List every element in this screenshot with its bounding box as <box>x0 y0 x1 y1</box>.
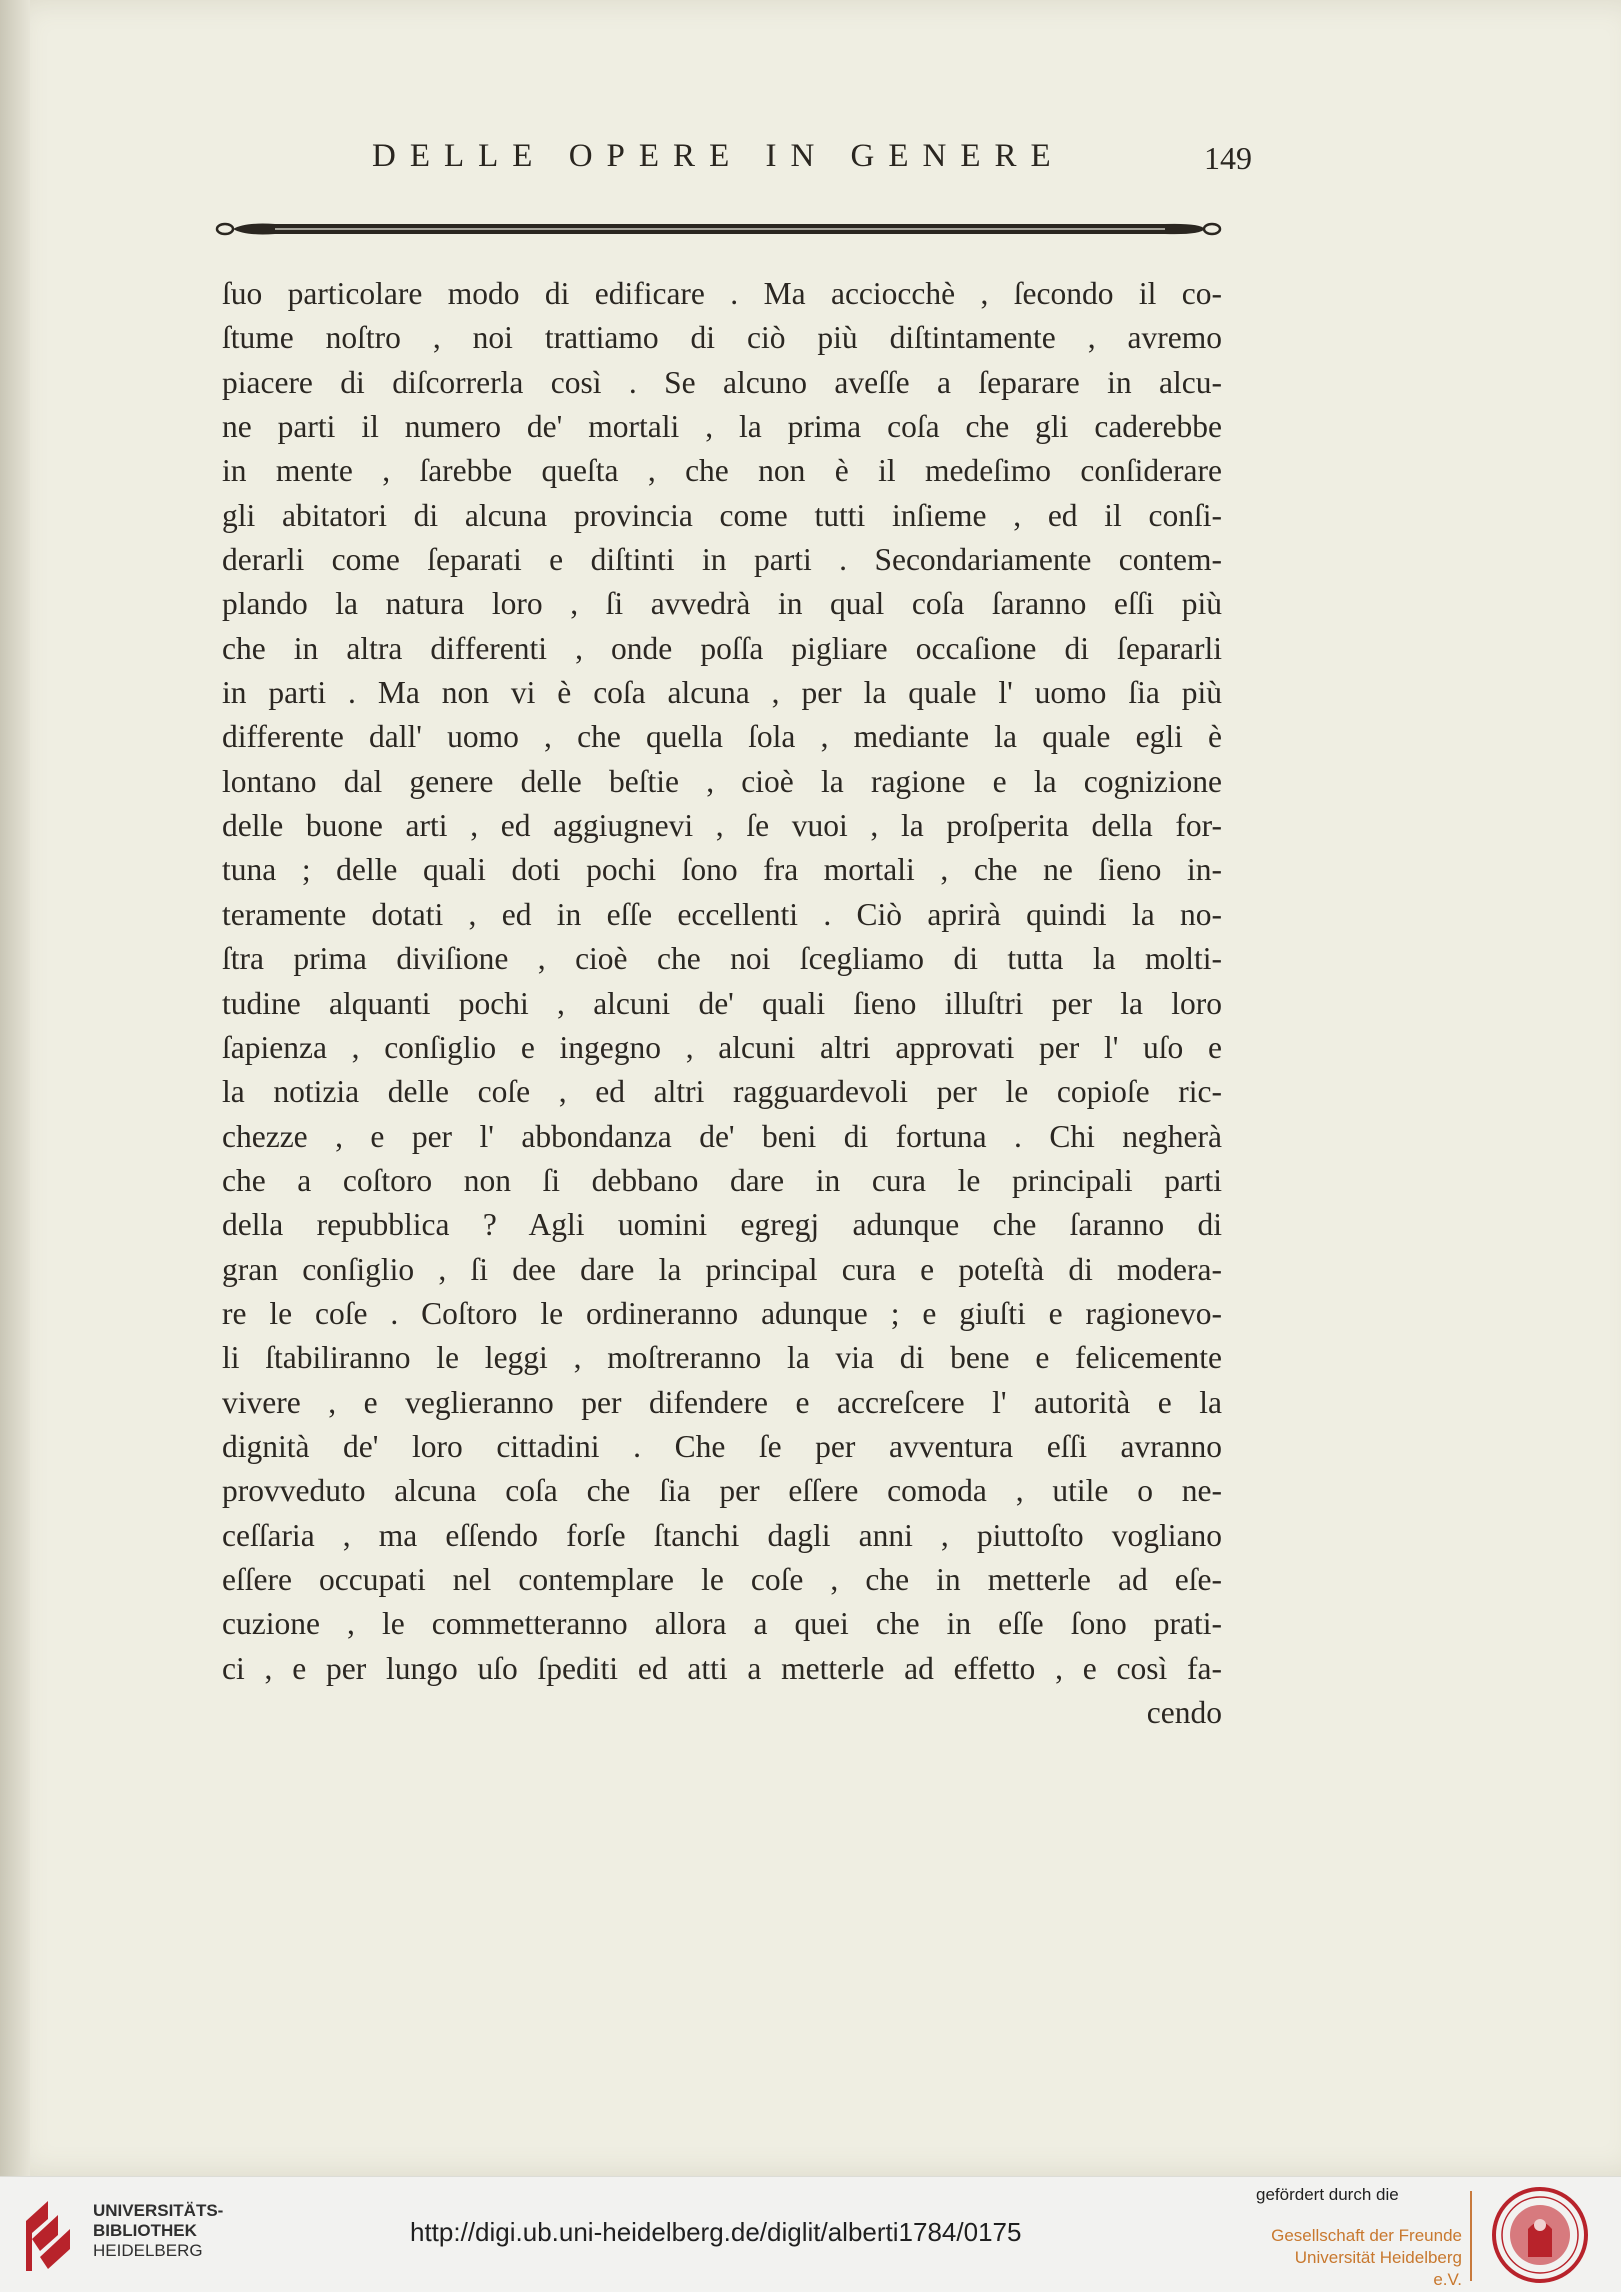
text-line-26: vivere , e veglieranno per difendere e accreſcere l' autorità e la <box>222 1384 1222 1420</box>
text-line-32: ci , e per lungo uſo ſpediti ed atti a metterle ad effetto , e così fa- <box>222 1650 1222 1686</box>
permalink-url[interactable]: http://digi.ub.uni-heidelberg.de/diglit/alberti1784/0175 <box>410 2217 1022 2247</box>
sponsor-name <box>1262 2225 1462 2291</box>
library-name <box>93 2201 223 2261</box>
text-line-16: ſtra prima diviſione , cioè che noi ſcegliamo di tutta la molti- <box>222 941 1222 977</box>
digitization-footer <box>0 2176 1621 2292</box>
page-number: 149 <box>1204 140 1252 176</box>
text-line-30: eſſere occupati nel contemplare le coſe , che in metterle ad eſe- <box>222 1561 1222 1597</box>
text-line-15: teramente dotati , ed in eſſe eccellenti . Ciò aprirà quindi la no- <box>222 896 1222 932</box>
text-line-28: provveduto alcuna coſa che ſia per eſſere comoda , utile o ne- <box>222 1473 1222 1509</box>
running-title: DELLE OPERE IN GENERE <box>372 138 1065 174</box>
text-line-11: differente dall' uomo , che quella ſola , mediante la quale egli è <box>222 719 1222 755</box>
text-line-3: piacere di diſcorrerla così . Se alcuno aveſſe a ſeparare in alcu- <box>222 364 1222 400</box>
text-line-13: delle buone arti , ed aggiugnevi , ſe vuoi , la proſperita della for- <box>222 808 1222 844</box>
library-name-line-1: UNIVERSITÄTS- <box>93 2201 224 2220</box>
text-line-2: ſtume noſtro , noi trattiamo di ciò più diſtintamente , avremo <box>222 320 1222 356</box>
sponsor-label: gefördert durch die <box>1256 2185 1399 2204</box>
text-line-5: in mente , ſarebbe queſta , che non è il medeſimo conſiderare <box>222 453 1222 489</box>
text-line-23: gran conſiglio , ſi dee dare la principal cura e poteſtà di modera- <box>222 1251 1222 1287</box>
text-line-8: plando la natura loro , ſi avvedrà in qual coſa ſaranno eſſi più <box>222 586 1222 622</box>
body-text <box>222 272 1222 1735</box>
text-line-7: derarli come ſeparati e diſtinti in parti . Secondariamente contem- <box>222 542 1222 578</box>
text-line-14: tuna ; delle quali doti pochi ſono fra mortali , che ne ſieno in- <box>222 852 1222 888</box>
page-header <box>372 138 1252 188</box>
text-line-12: lontano dal genere delle beſtie , cioè la ragione e la cognizione <box>222 763 1222 799</box>
text-line-22: della repubblica ? Agli uomini egregj adunque che ſaranno di <box>222 1207 1222 1243</box>
library-name-line-2: BIBLIOTHEK <box>93 2221 197 2240</box>
text-line-10: in parti . Ma non vi è coſa alcuna , per la quale l' uomo ſia più <box>222 675 1222 711</box>
university-library-logo-icon <box>18 2191 88 2281</box>
library-name-line-3: HEIDELBERG <box>93 2241 203 2260</box>
sponsor-divider <box>1470 2191 1472 2281</box>
text-line-19: la notizia delle coſe , ed altri ragguardevoli per le copioſe ric- <box>222 1074 1222 1110</box>
text-line-25: li ſtabiliranno le leggi , moſtreranno la via di bene e felicemente <box>222 1340 1222 1376</box>
text-line-21: che a coſtoro non ſi debbano dare in cura le principali parti <box>222 1162 1222 1198</box>
sponsor-name-line-1: Gesellschaft der Freunde <box>1271 2226 1462 2245</box>
text-line-4: ne parti il numero de' mortali , la prima coſa che gli caderebbe <box>222 409 1222 445</box>
text-line-20: chezze , e per l' abbondanza de' beni di fortuna . Chi negherà <box>222 1118 1222 1154</box>
text-line-18: ſapienza , conſiglio e ingegno , alcuni altri approvati per l' uſo e <box>222 1029 1222 1065</box>
text-line-9: che in altra differenti , onde poſſa pigliare occaſione di ſepararli <box>222 630 1222 666</box>
text-line-27: dignità de' loro cittadini . Che ſe per avventura eſſi avranno <box>222 1428 1222 1464</box>
catchword: cendo <box>1146 1695 1222 1730</box>
text-line-17: tudine alquanti pochi , alcuni de' quali ſieno illuſtri per la loro <box>222 985 1222 1021</box>
text-line-29: ceſſaria , ma eſſendo forſe ſtanchi dagli anni , piuttoſto vogliano <box>222 1517 1222 1553</box>
text-line-6: gli abitatori di alcuna provincia come tutti inſieme , ed il conſi- <box>222 497 1222 533</box>
text-line-31: cuzione , le commetteranno allora a quei che in eſſe ſono prati- <box>222 1606 1222 1642</box>
page-gutter-shadow <box>0 0 30 2176</box>
text-line-24: re le coſe . Coſtoro le ordineranno adunque ; e giuſti e ragionevo- <box>222 1295 1222 1331</box>
text-line-1: ſuo particolare modo di edificare . Ma acciocchè , ſecondo il co- <box>222 276 1222 311</box>
sponsor-name-line-2: Universität Heidelberg e.V. <box>1294 2248 1462 2289</box>
university-seal-icon <box>1490 2185 1590 2285</box>
ornamental-rule <box>215 218 1222 238</box>
